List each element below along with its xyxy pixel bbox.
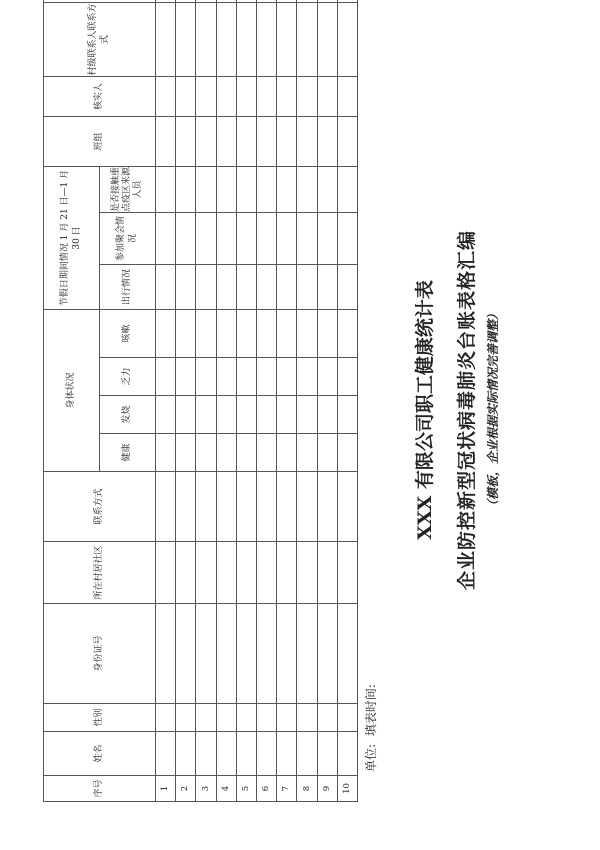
- table-cell: [317, 116, 337, 166]
- col-village-contact: 村级联系人联系方式: [44, 2, 156, 76]
- table-row: [156, 0, 176, 802]
- table-cell: [156, 434, 176, 472]
- table-cell: [317, 358, 337, 396]
- table-cell: [297, 604, 317, 704]
- table-cell: [236, 604, 256, 704]
- table-cell: [256, 0, 276, 2]
- row-number: 5: [236, 776, 256, 802]
- table-body: [156, 0, 358, 802]
- table-cell: [277, 396, 297, 434]
- row-number: 2: [176, 776, 196, 802]
- table-cell: [297, 2, 317, 76]
- table-cell: [196, 2, 216, 76]
- col-exposure: 是否接触重点疫区来源人员: [100, 166, 156, 212]
- table-cell: [297, 358, 317, 396]
- table-cell: [256, 358, 276, 396]
- table-cell: [176, 434, 196, 472]
- col-gender: 性别: [44, 704, 156, 732]
- table-cell: [156, 604, 176, 704]
- table-cell: [337, 396, 357, 434]
- table-cell: [317, 604, 337, 704]
- table-row: [176, 0, 196, 802]
- table-cell: [277, 732, 297, 776]
- table-cell: [196, 732, 216, 776]
- table-cell: [256, 542, 276, 604]
- row-number: 10: [337, 776, 357, 802]
- table-cell: [337, 212, 357, 264]
- table-cell: [236, 212, 256, 264]
- table-cell: [196, 212, 216, 264]
- table-cell: [216, 0, 236, 2]
- table-cell: [176, 704, 196, 732]
- table-cell: [337, 704, 357, 732]
- table-row: [277, 0, 297, 802]
- table-row: [236, 0, 256, 802]
- table-cell: [196, 0, 216, 2]
- table-cell: [317, 542, 337, 604]
- table-cell: [216, 704, 236, 732]
- table-cell: [236, 166, 256, 212]
- table-cell: [256, 434, 276, 472]
- table-cell: [317, 704, 337, 732]
- table-row: [337, 0, 357, 802]
- row-number: 6: [256, 776, 276, 802]
- table-cell: [196, 358, 216, 396]
- table-cell: [156, 76, 176, 116]
- table-cell: [236, 434, 256, 472]
- table-cell: [176, 166, 196, 212]
- table-cell: [297, 264, 317, 309]
- table-cell: [317, 166, 337, 212]
- table-cell: [256, 212, 276, 264]
- table-cell: [176, 212, 196, 264]
- fill-time-label: 填表时间:: [364, 684, 378, 737]
- table-cell: [277, 472, 297, 542]
- unit-line: [362, 680, 379, 772]
- table-cell: [156, 472, 176, 542]
- table-cell: [337, 358, 357, 396]
- table-cell: [236, 396, 256, 434]
- table-cell: [277, 76, 297, 116]
- table-cell: [176, 542, 196, 604]
- table-cell: [256, 704, 276, 732]
- table-row: [216, 0, 236, 802]
- table-cell: [297, 0, 317, 2]
- table-cell: [297, 166, 317, 212]
- row-number: 3: [196, 776, 216, 802]
- col-name: 姓名: [44, 732, 156, 776]
- table-cell: [156, 309, 176, 357]
- table-cell: [317, 396, 337, 434]
- table-cell: [216, 76, 236, 116]
- table-row: [256, 0, 276, 802]
- table-cell: [176, 264, 196, 309]
- table-cell: [337, 0, 357, 2]
- table-cell: [297, 396, 317, 434]
- table-cell: [196, 264, 216, 309]
- table-cell: [256, 732, 276, 776]
- table-cell: [216, 604, 236, 704]
- col-shift: 班组: [44, 116, 156, 166]
- table-cell: [216, 212, 236, 264]
- table-cell: [156, 732, 176, 776]
- table-cell: [256, 76, 276, 116]
- table-cell: [337, 434, 357, 472]
- table-cell: [317, 434, 337, 472]
- table-cell: [196, 434, 216, 472]
- table-cell: [236, 358, 256, 396]
- table-cell: [156, 542, 176, 604]
- table-cell: [337, 604, 357, 704]
- table-cell: [317, 76, 337, 116]
- table-cell: [297, 212, 317, 264]
- row-number: 9: [317, 776, 337, 802]
- table-cell: [256, 116, 276, 166]
- table-cell: [236, 732, 256, 776]
- table-cell: [156, 0, 176, 2]
- document-subtitle: （模板，企业根据实际情况完善调整）: [486, 308, 500, 513]
- table-cell: [277, 116, 297, 166]
- table-cell: [277, 358, 297, 396]
- table-cell: [256, 166, 276, 212]
- table-cell: [297, 472, 317, 542]
- table-cell: [196, 116, 216, 166]
- table-cell: [236, 2, 256, 76]
- table-cell: [277, 166, 297, 212]
- table-cell: [176, 2, 196, 76]
- col-verifier: 核实人: [44, 76, 156, 116]
- table-row: [297, 0, 317, 802]
- table-cell: [337, 166, 357, 212]
- table-cell: [176, 309, 196, 357]
- table-row: [317, 0, 337, 802]
- table-cell: [297, 704, 317, 732]
- table-cell: [176, 604, 196, 704]
- table-cell: [216, 542, 236, 604]
- table-cell: [277, 434, 297, 472]
- table-cell: [256, 396, 276, 434]
- table-cell: [236, 116, 256, 166]
- col-cough: 咳嗽: [100, 309, 156, 357]
- table-cell: [297, 116, 317, 166]
- table-cell: [337, 116, 357, 166]
- table-cell: [176, 0, 196, 2]
- table-cell: [216, 396, 236, 434]
- table-cell: [317, 2, 337, 76]
- table-cell: [297, 732, 317, 776]
- table-cell: [277, 704, 297, 732]
- table-cell: [297, 542, 317, 604]
- table-cell: [196, 396, 216, 434]
- table-cell: [156, 116, 176, 166]
- table-cell: [277, 0, 297, 2]
- table-cell: [156, 396, 176, 434]
- table-cell: [317, 472, 337, 542]
- table-cell: [156, 358, 176, 396]
- table-cell: [236, 76, 256, 116]
- row-number: 4: [216, 776, 236, 802]
- table-cell: [337, 76, 357, 116]
- col-fever: 发烧: [100, 396, 156, 434]
- col-health: 健康: [100, 434, 156, 472]
- table-cell: [216, 434, 236, 472]
- table-cell: [337, 264, 357, 309]
- table-cell: [277, 309, 297, 357]
- table-cell: [256, 2, 276, 76]
- col-gathering: 参加聚会情况: [100, 212, 156, 264]
- table-cell: [216, 732, 236, 776]
- row-number: 8: [297, 776, 317, 802]
- col-health-group: 身体状况: [44, 309, 100, 471]
- table-cell: [337, 309, 357, 357]
- table-cell: [256, 604, 276, 704]
- table-cell: [317, 264, 337, 309]
- row-number: 7: [277, 776, 297, 802]
- table-cell: [156, 212, 176, 264]
- table-cell: [317, 309, 337, 357]
- table-cell: [297, 76, 317, 116]
- table-cell: [236, 542, 256, 604]
- table-cell: [216, 472, 236, 542]
- table-cell: [156, 264, 176, 309]
- table-cell: [277, 604, 297, 704]
- table-cell: [277, 264, 297, 309]
- table-cell: [176, 732, 196, 776]
- table-cell: [317, 0, 337, 2]
- col-seq: 序号: [44, 776, 156, 802]
- table-cell: [236, 309, 256, 357]
- table-cell: [256, 472, 276, 542]
- table-cell: [156, 704, 176, 732]
- table-cell: [277, 212, 297, 264]
- table-cell: [297, 309, 317, 357]
- table-cell: [176, 396, 196, 434]
- table-cell: [216, 116, 236, 166]
- table-cell: [337, 472, 357, 542]
- table-cell: [317, 212, 337, 264]
- unit-label: 单位:: [364, 743, 378, 772]
- table-cell: [277, 2, 297, 76]
- health-statistics-table: [43, 0, 358, 802]
- table-cell: [156, 166, 176, 212]
- table-cell: [216, 166, 236, 212]
- col-travel: 出行情况: [100, 264, 156, 309]
- table-cell: [297, 434, 317, 472]
- table-cell: [216, 2, 236, 76]
- table-row: [196, 0, 216, 802]
- table-cell: [216, 264, 236, 309]
- table-cell: [156, 2, 176, 76]
- table-cell: [216, 309, 236, 357]
- table-cell: [236, 264, 256, 309]
- table-cell: [196, 166, 216, 212]
- table-cell: [196, 76, 216, 116]
- col-holiday-group: 节假日期间情况 1 月 21 日—1 月 30 日: [44, 166, 100, 309]
- table-cell: [196, 704, 216, 732]
- col-fatigue: 乏力: [100, 358, 156, 396]
- table-cell: [176, 76, 196, 116]
- table-cell: [337, 2, 357, 76]
- table-cell: [236, 472, 256, 542]
- table-cell: [236, 704, 256, 732]
- table-cell: [176, 358, 196, 396]
- table-title: XXX 有限公司职工健康统计表: [414, 280, 436, 540]
- table-cell: [176, 472, 196, 542]
- table-cell: [196, 542, 216, 604]
- table-cell: [256, 309, 276, 357]
- col-remarks: [44, 0, 156, 2]
- table-cell: [317, 732, 337, 776]
- table-cell: [337, 732, 357, 776]
- table-cell: [216, 358, 236, 396]
- table-cell: [196, 309, 216, 357]
- col-community: 所在村居社区: [44, 542, 156, 604]
- col-contact: 联系方式: [44, 472, 156, 542]
- table-cell: [176, 116, 196, 166]
- table-cell: [196, 604, 216, 704]
- table-cell: [196, 472, 216, 542]
- table-cell: [256, 264, 276, 309]
- row-number: 1: [156, 776, 176, 802]
- document-title: 企业防控新型冠状病毒肺炎台账表格汇编: [456, 230, 478, 591]
- table-cell: [337, 542, 357, 604]
- table-cell: [236, 0, 256, 2]
- table-cell: [277, 542, 297, 604]
- col-id-number: 身份证号: [44, 604, 156, 704]
